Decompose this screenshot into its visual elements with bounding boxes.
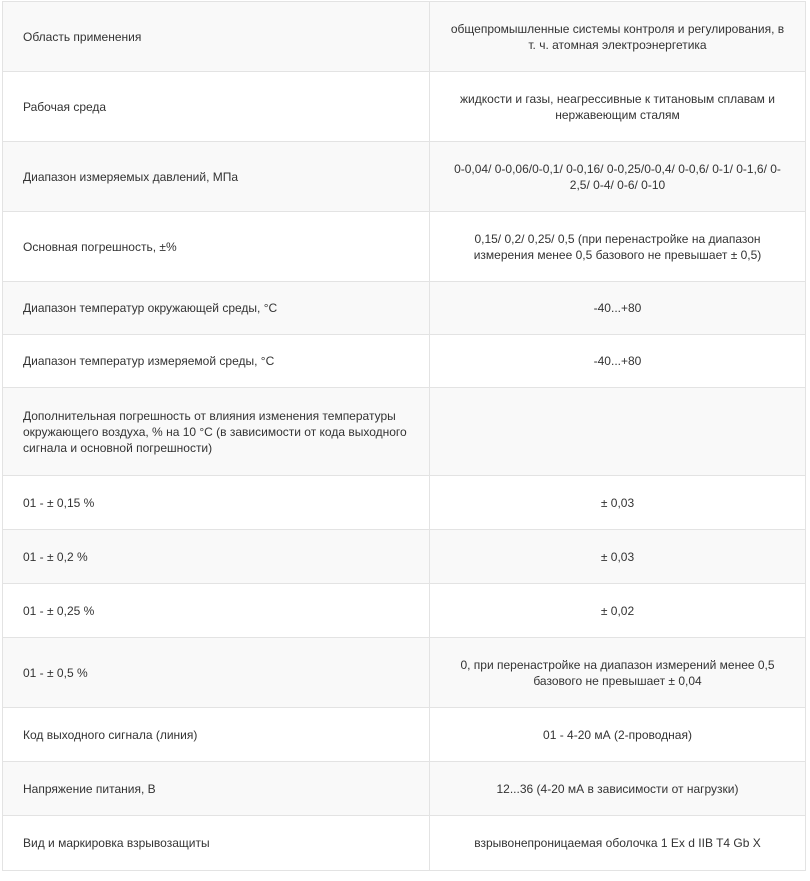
param-cell: Область применения bbox=[3, 2, 430, 72]
param-cell: 01 - ± 0,5 % bbox=[3, 638, 430, 708]
param-cell: Код выходного сигнала (линия) bbox=[3, 708, 430, 762]
table-row bbox=[3, 708, 806, 762]
param-cell: Диапазон температур окружающей среды, °С bbox=[3, 282, 430, 335]
value-cell: 12...36 (4-20 мА в зависимости от нагрузки) bbox=[430, 762, 806, 816]
table-row bbox=[3, 638, 806, 708]
table-row bbox=[3, 335, 806, 388]
table-row bbox=[3, 212, 806, 282]
value-cell: -40...+80 bbox=[430, 282, 806, 335]
table-row bbox=[3, 762, 806, 816]
table-row bbox=[3, 584, 806, 638]
value-cell: 01 - 4-20 мА (2-проводная) bbox=[430, 708, 806, 762]
value-cell: жидкости и газы, неагрессивные к титановым сплавам и нержавеющим сталям bbox=[430, 72, 806, 142]
value-cell: 0, при перенастройке на диапазон измерений менее 0,5 базового не превышает ± 0,04 bbox=[430, 638, 806, 708]
table-row bbox=[3, 530, 806, 584]
param-cell: Рабочая среда bbox=[3, 72, 430, 142]
table-row bbox=[3, 476, 806, 530]
table-row bbox=[3, 282, 806, 335]
param-cell: Диапазон измеряемых давлений, МПа bbox=[3, 142, 430, 212]
table-row bbox=[3, 388, 806, 476]
param-cell: Основная погрешность, ±% bbox=[3, 212, 430, 282]
value-cell: взрывонепроницаемая оболочка 1 Ex d IIB T4 Gb X bbox=[430, 816, 806, 871]
value-cell: ± 0,03 bbox=[430, 530, 806, 584]
specifications-table bbox=[2, 1, 806, 871]
value-cell: 0-0,04/ 0-0,06/0-0,1/ 0-0,16/ 0-0,25/0-0,4/ 0-0,6/ 0-1/ 0-1,6/ 0-2,5/ 0-4/ 0-6/ 0-10 bbox=[430, 142, 806, 212]
value-cell: общепромышленные системы контроля и регулирования, в т. ч. атомная электроэнергетика bbox=[430, 2, 806, 72]
param-cell: 01 - ± 0,25 % bbox=[3, 584, 430, 638]
value-cell: ± 0,03 bbox=[430, 476, 806, 530]
table-row bbox=[3, 816, 806, 871]
value-cell: -40...+80 bbox=[430, 335, 806, 388]
param-cell: Дополнительная погрешность от влияния изменения температуры окружающего воздуха, % на 10 °С (в зависимости от кода выходного сигнала и основной погрешности) bbox=[3, 388, 430, 476]
param-cell: Вид и маркировка взрывозащиты bbox=[3, 816, 430, 871]
param-cell: Диапазон температур измеряемой среды, °С bbox=[3, 335, 430, 388]
table-row bbox=[3, 142, 806, 212]
value-cell bbox=[430, 388, 806, 476]
value-cell: ± 0,02 bbox=[430, 584, 806, 638]
value-cell: 0,15/ 0,2/ 0,25/ 0,5 (при перенастройке на диапазон измерения менее 0,5 базового не превышает ± 0,5) bbox=[430, 212, 806, 282]
table-row bbox=[3, 72, 806, 142]
param-cell: 01 - ± 0,15 % bbox=[3, 476, 430, 530]
param-cell: Напряжение питания, В bbox=[3, 762, 430, 816]
table-row bbox=[3, 2, 806, 72]
param-cell: 01 - ± 0,2 % bbox=[3, 530, 430, 584]
